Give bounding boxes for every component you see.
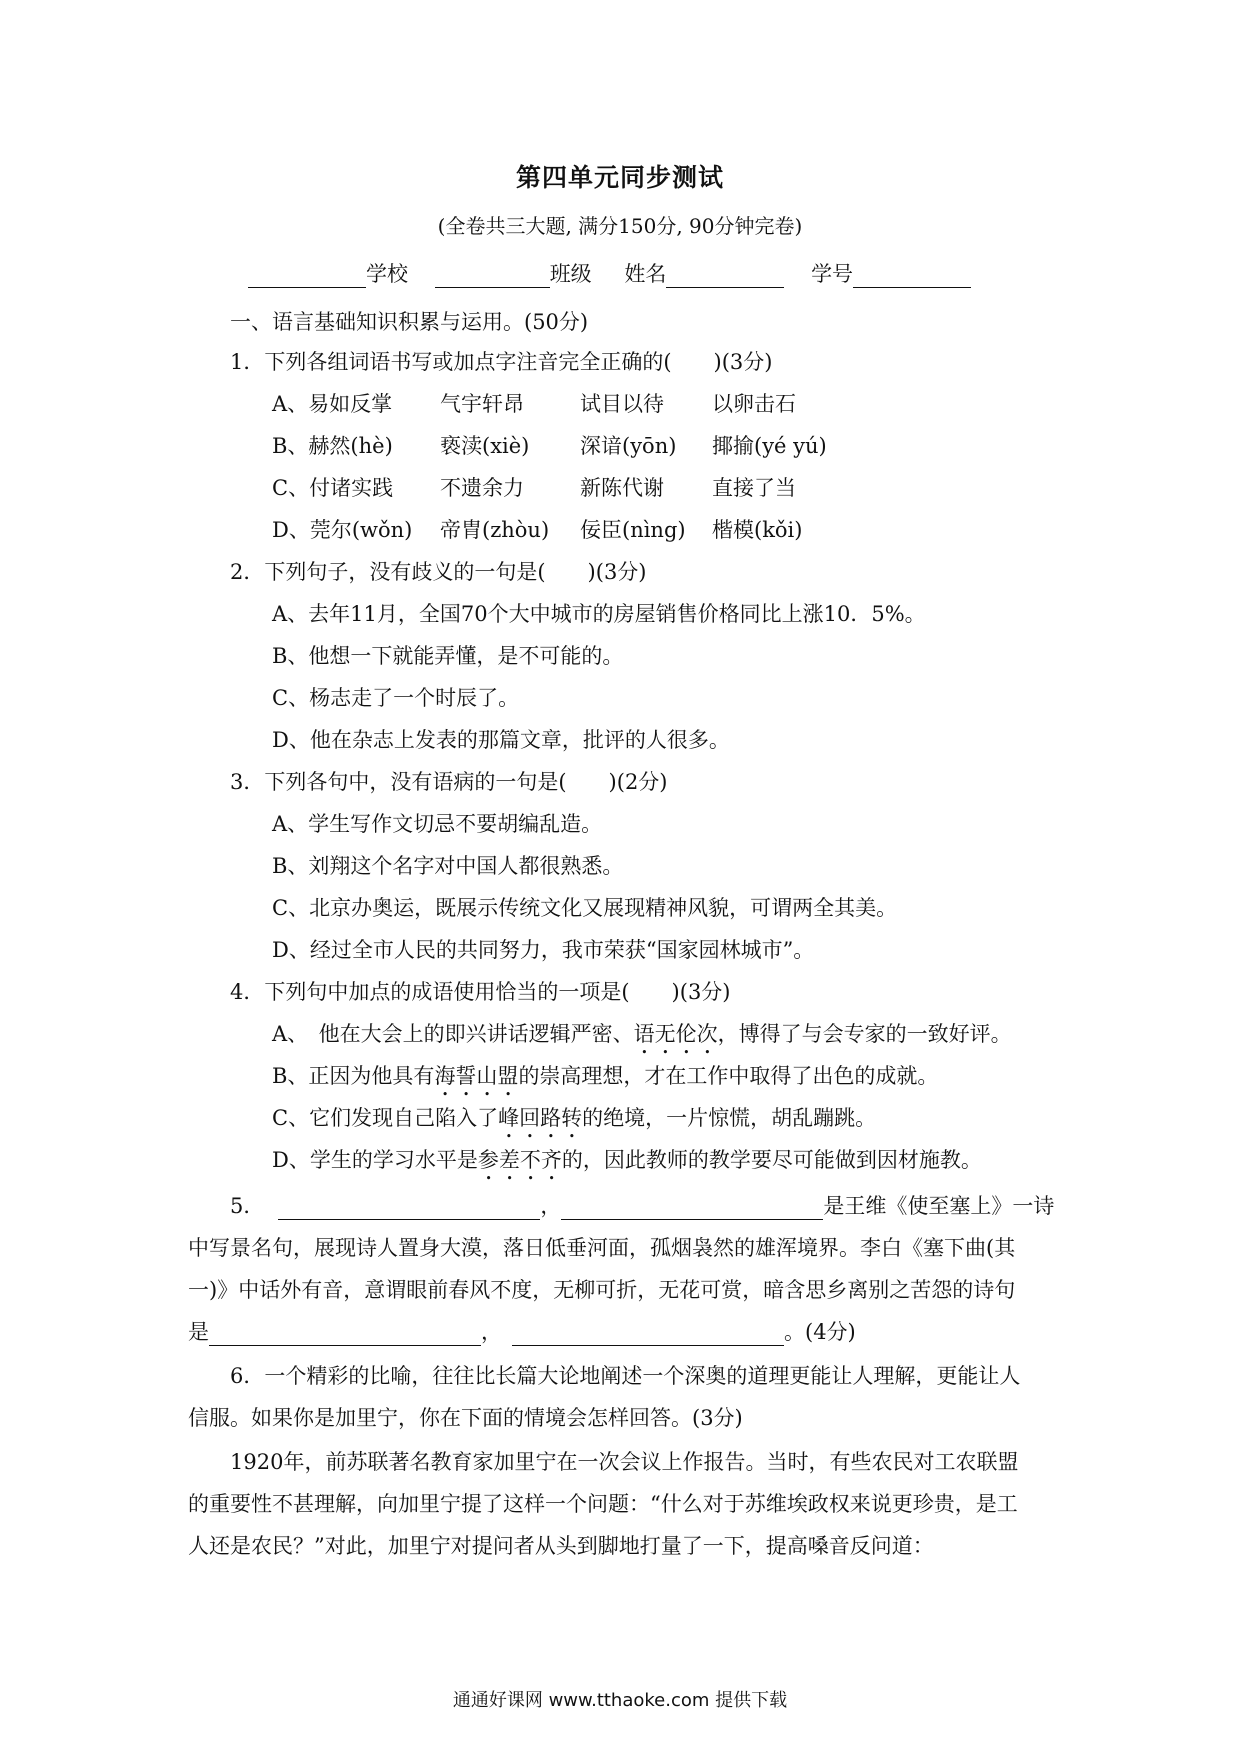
class-label: 班级 [549,262,592,286]
q5-blank-4[interactable] [512,1323,784,1346]
q4-b-idiom: 海誓山盟 [434,1064,519,1088]
class-blank[interactable] [435,265,550,288]
section-heading: 一、语言基础知识积累与运用。(50分) [230,310,589,334]
q2-option-d: D、他在杂志上发表的那篇文章，批评的人很多。 [272,728,730,752]
exam-subtitle: (全卷共三大题, 满分150分, 90分钟完卷) [437,214,803,238]
q2-option-b: B、他想一下就能弄懂，是不可能的。 [272,644,624,668]
q1-option-c-1: C、付诸实践 [272,476,394,500]
q6-line-2: 信服。如果你是加里宁，你在下面的情境会怎样回答。(3分) [188,1406,743,1430]
name-blank[interactable] [666,265,784,288]
q5-comma-2: ， [481,1320,502,1344]
q1-option-c-2: 不遗余力 [440,476,524,500]
q5-line-2: 中写景名句，展现诗人置身大漠，落日低垂河面，孤烟袅然的雄浑境界。李白《塞下曲(其 [188,1236,1016,1260]
question-3-stem: 3．下列各句中，没有语病的一句是( )(2分) [230,770,668,794]
passage-line-3: 人还是农民？”对此，加里宁对提问者从头到脚地打量了一下，提高嗓音反问道： [188,1534,934,1558]
q3-option-d: D、经过全市人民的共同努力，我市荣获“国家园林城市”。 [272,938,815,962]
q6-line-1: 6．一个精彩的比喻，往往比长篇大论地阐述一个深奥的道理更能让人理解，更能让人 [230,1364,1021,1388]
q4-option-a [272,1018,1012,1059]
q4-a-idiom: 语无伦次 [633,1022,718,1046]
student-id-blank[interactable] [853,265,971,288]
q4-d-idiom: 参差不齐 [477,1148,562,1172]
page-title: 第四单元同步测试 [515,163,724,192]
q1-option-b-4: 揶揄(yé yú) [712,434,827,458]
q4-option-d [272,1144,982,1185]
q1-option-b-3: 深谙(yōn) [580,434,677,458]
q1-option-d-1: D、莞尔(wǒn) [272,518,413,542]
q5-line-3: 一)》中话外有音，意谓眼前春风不度，无柳可折，无花可赏，暗含思乡离别之苦怨的诗句 [188,1278,1016,1302]
q3-option-c: C、北京办奥运，既展示传统文化又展现精神风貌，可谓两全其美。 [272,896,898,920]
q2-option-a: A、去年11月，全国70个大中城市的房屋销售价格同比上涨10．5%。 [272,602,926,626]
school-blank[interactable] [248,265,366,288]
q3-option-b: B、刘翔这个名字对中国人都很熟悉。 [272,854,624,878]
q1-option-a-4: 以卵击石 [712,392,796,416]
q1-option-c-4: 直接了当 [712,476,796,500]
q5-line-1 [230,1190,1054,1220]
q5-line-4-head: 是 [188,1320,209,1344]
q5-blank-2[interactable] [561,1197,823,1220]
passage-line-1: 1920年，前苏联著名教育家加里宁在一次会议上作报告。当时，有些农民对工农联盟 [230,1450,1019,1474]
q1-option-a-3: 试目以待 [580,392,664,416]
q5-line-4-tail: 。(4分) [784,1320,856,1344]
q5-comma-1: ， [540,1194,562,1218]
q5-blank-1[interactable] [278,1197,540,1220]
q4-option-b [272,1060,938,1101]
school-label: 学校 [366,262,408,286]
question-4-stem: 4．下列句中加点的成语使用恰当的一项是( )(3分) [230,980,731,1004]
q1-option-b-1: B、赫然(hè) [272,434,393,458]
q4-d-text-after: 的，因此教师的教学要尽可能做到因材施教。 [561,1148,982,1172]
q5-number: 5． [230,1194,265,1218]
q4-b-text-after: 的崇高理想，才在工作中取得了出色的成就。 [518,1064,939,1088]
q2-option-c: C、杨志走了一个时辰了。 [272,686,520,710]
q5-line-1-tail: 是王维《使至塞上》一诗 [823,1194,1055,1218]
q4-b-text-before: B、正因为他具有 [272,1064,435,1088]
q3-option-a: A、学生写作文切忌不要胡编乱造。 [272,812,603,836]
q4-option-c [272,1102,876,1143]
q5-blank-3[interactable] [209,1323,481,1346]
q4-d-text-before: D、学生的学习水平是 [272,1148,478,1172]
q1-option-d-4: 楷模(kǒi) [712,518,803,542]
q5-line-4 [188,1316,856,1346]
q1-option-c-3: 新陈代谢 [580,476,664,500]
q4-c-text-after: 的绝境，一片惊慌，胡乱蹦跳。 [582,1106,877,1130]
q4-c-text-before: C、它们发现自己陷入了 [272,1106,499,1130]
q1-option-a-2: 气宇轩昂 [440,392,524,416]
page-footer: 通通好课网 www.tthaoke.com 提供下载 [452,1690,788,1711]
q1-option-d-3: 佞臣(nìng) [580,518,686,542]
q4-a-text-before: A、 他在大会上的即兴讲话逻辑严密、 [272,1022,634,1046]
q1-option-d-2: 帝胄(zhòu) [440,518,550,542]
q1-option-b-2: 亵渎(xiè) [440,434,530,458]
question-2-stem: 2．下列句子，没有歧义的一句是( )(3分) [230,560,647,584]
passage-line-2: 的重要性不甚理解，向加里宁提了这样一个问题：“什么对于苏维埃政权来说更珍贵，是工 [188,1492,1018,1516]
student-id-label: 学号 [811,262,854,286]
q1-option-a-1: A、易如反掌 [272,392,393,416]
q4-c-idiom: 峰回路转 [498,1106,583,1130]
name-label: 姓名 [624,262,667,286]
q4-a-text-after: ，博得了与会专家的一致好评。 [717,1022,1012,1046]
question-1-stem: 1．下列各组词语书写或加点字注音完全正确的( )(3分) [230,350,773,374]
student-info-line [248,258,971,288]
